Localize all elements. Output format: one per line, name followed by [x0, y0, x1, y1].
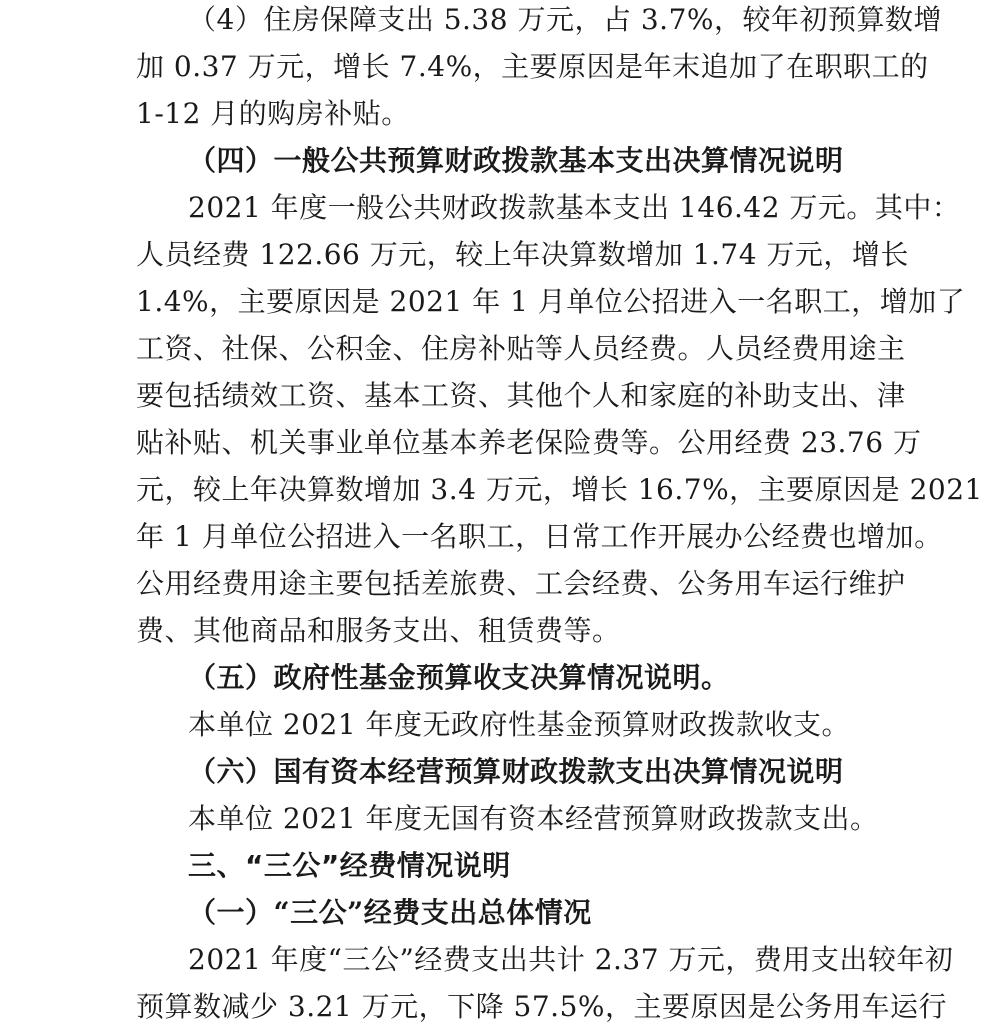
text-line-public-reason: 年 1 月单位公招进入一名职工，日常工作开展办公经费也增加。	[136, 520, 943, 553]
text-line-personnel-use: 要包括绩效工资、基本工资、其他个人和家庭的补助支出、津	[136, 379, 906, 412]
text-line-personnel-reason: 1.4%，主要原因是 2021 年 1 月单位公招进入一名职工，增加了	[136, 285, 966, 318]
text-line-public-increase: 元，较上年决算数增加 3.4 万元，增长 16.7%，主要原因是 2021	[136, 473, 983, 506]
text-line-three-public-total: 2021 年度“三公”经费支出共计 2.37 万元，费用支出较年初	[188, 943, 954, 976]
heading-three-public-overall: （一）“三公”经费支出总体情况	[188, 896, 592, 929]
text-line-public-items: 费、其他商品和服务支出、租赁费等。	[136, 614, 621, 647]
text-line-public-use: 公用经费用途主要包括差旅费、工会经费、公务用车运行维护	[136, 567, 906, 600]
text-line-three-public-decrease: 预算数减少 3.21 万元，下降 57.5%，主要原因是公务用车运行	[136, 990, 947, 1023]
text-line-basic-total: 2021 年度一般公共财政拨款基本支出 146.42 万元。其中：	[188, 191, 961, 224]
heading-basic-expenditure: （四）一般公共预算财政拨款基本支出决算情况说明	[188, 144, 844, 177]
text-line-public-cost: 贴补贴、机关事业单位基本养老保险费等。公用经费 23.76 万	[136, 426, 922, 459]
text-line-housing-increase: 加 0.37 万元，增长 7.4%，主要原因是年末追加了在职职工的	[136, 50, 929, 83]
heading-government-fund: （五）政府性基金预算收支决算情况说明。	[188, 661, 730, 694]
text-line-personnel-items: 工资、社保、公积金、住房补贴等人员经费。人员经费用途主	[136, 332, 906, 365]
section-title-three-public: 三、“三公”经费情况说明	[188, 849, 511, 882]
text-line-state-capital: 本单位 2021 年度无国有资本经营预算财政拨款支出。	[188, 802, 879, 835]
text-line-housing-expense: （4）住房保障支出 5.38 万元，占 3.7%，较年初预算数增	[188, 3, 942, 36]
text-line-government-fund: 本单位 2021 年度无政府性基金预算财政拨款收支。	[188, 708, 851, 741]
text-line-housing-subsidy: 1-12 月的购房补贴。	[136, 97, 410, 130]
heading-state-capital: （六）国有资本经营预算财政拨款支出决算情况说明	[188, 755, 844, 788]
text-line-personnel-cost: 人员经费 122.66 万元，较上年决算数增加 1.74 万元，增长	[136, 238, 909, 271]
